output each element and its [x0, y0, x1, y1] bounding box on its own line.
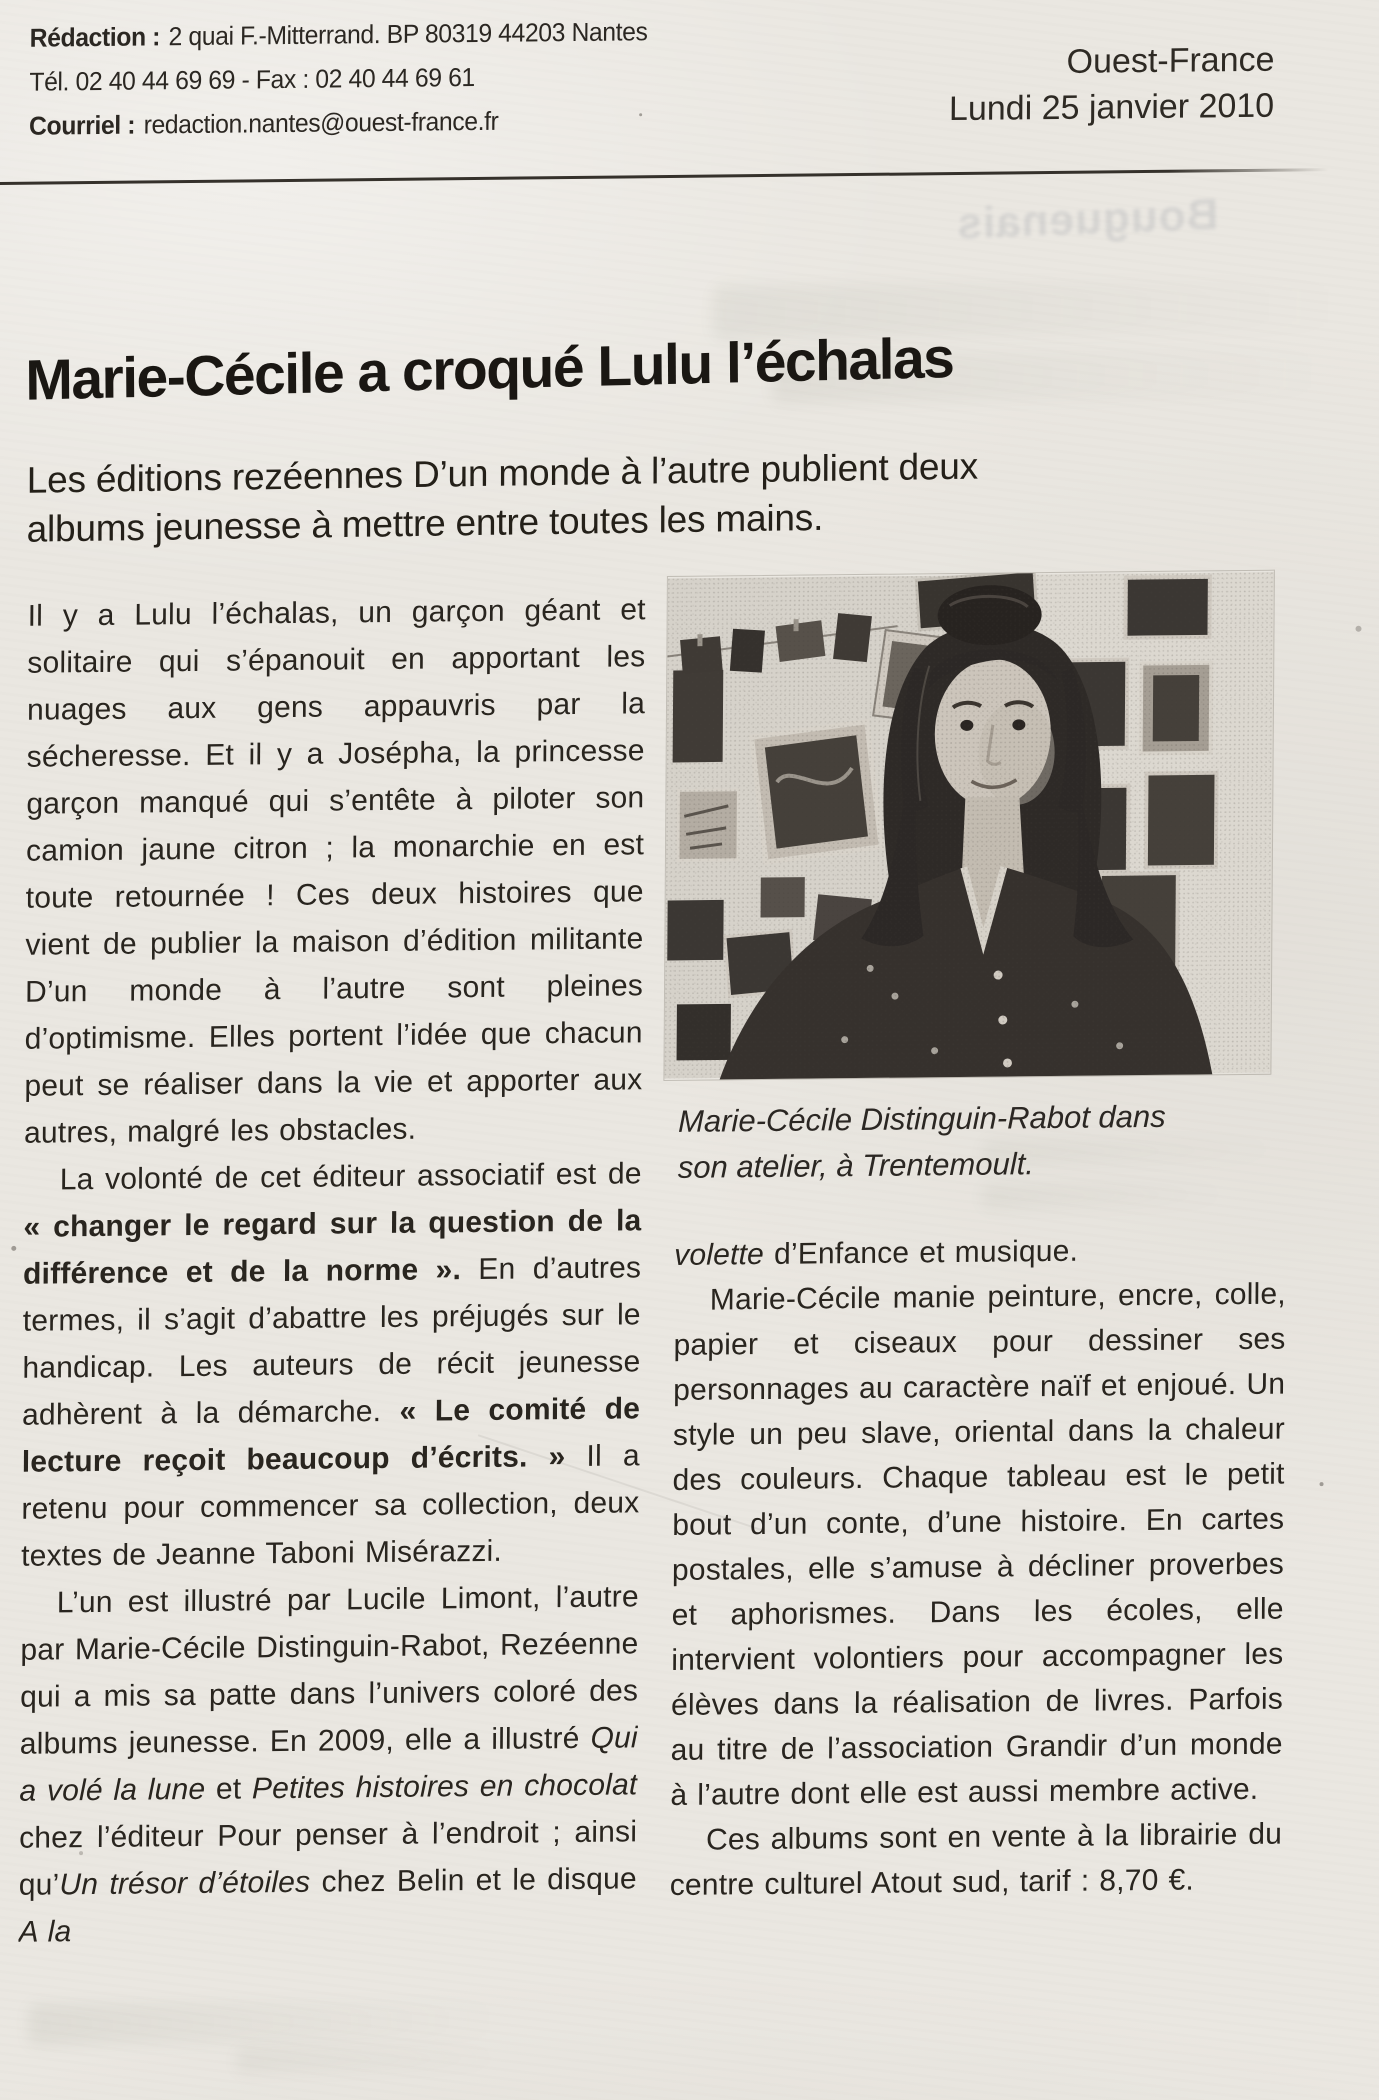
article-paragraph: La volonté de cet éditeur associatif est de « changer le regard sur la question de la différence et de la norme ». En d’autres termes, il s’agit d’abattre les préjugés sur le handicap. Les auteurs de récit jeunesse adhèrent à la démarche. « Le comité de lecture reçoit beaucoup d’écrits. » Il a retenu pour commencer sa collection, deux textes de Jeanne Taboni Misérazzi. [21, 1157, 642, 1573]
phone-fax-line: Tél. 02 40 44 69 69 - Fax : 02 40 44 69 61 [29, 62, 475, 97]
article-photo [664, 571, 1274, 1080]
scan-speck [639, 113, 642, 116]
redaction-label: Rédaction : [29, 21, 161, 53]
scan-speck [1320, 1482, 1324, 1486]
photo-caption: Marie-Cécile Distinguin-Rabot dans son atelier, à Trentemoult. [677, 1098, 1166, 1185]
article-paragraph: volette d’Enfance et musique. [674, 1234, 1079, 1272]
courriel-line [29, 97, 713, 148]
scan-speck [11, 1246, 16, 1251]
redaction-line [30, 9, 714, 60]
scan-speck [79, 1851, 83, 1855]
photo-halftone-overlay [664, 572, 1273, 1078]
article-paragraph: Marie-Cécile manie peinture, encre, colle, papier et ciseaux pour dessiner ses personnages au caractère naïf et enjoué. Un style un peu slave, oriental dans la chaleur des couleurs. Chaque tableau est le petit bout d’un conte, d’une histoire. En cartes postales, elle s’amuse à décliner proverbes et aphorismes. Dans les écoles, elle intervient volontiers pour accompagner les élèves dans la réalisation de livres. Parfois au titre de l’association Grandir d’un monde à l’autre dont elle est aussi membre active. [670, 1277, 1286, 1812]
article-paragraph: L’un est illustré par Lucile Limont, l’autre par Marie-Cécile Distinguin-Rabot, Rezéenne qui a mis sa patte dans l’univers coloré des albums jeunesse. En 2009, elle a illustré Qui a volé la lune et Petites histoires en chocolat chez l’éditeur Pour penser à l’endroit ; ainsi qu’Un trésor d’étoiles chez Belin et le disque A la [18, 1580, 639, 1949]
masthead-edition-block [829, 37, 1275, 134]
article-paragraph: Il y a Lulu l’échalas, un garçon géant et solitaire qui s’épanouit en apportant les nuages aux gens appauvris par la sécheresse. Et il y a Josépha, la princesse garçon manqué qui s’entête à piloter son camion jaune citron ; la monarchie en est toute retournée ! Ces deux histoires que vient de publier la maison d’édition militante D’un monde à l’autre sont pleines d’optimisme. Elles portent l’idée que chacun peut se réaliser dans la vie et apporter aux autres, malgré les obstacles. [23, 593, 646, 1150]
photo-illustration [664, 571, 1274, 1080]
redaction-address: 2 quai F.-Mitterrand. BP 80319 44203 Nantes [168, 16, 648, 52]
scan-speck [1355, 626, 1361, 632]
courriel-label: Courriel : [29, 109, 136, 141]
bleedthrough-text: Bouguenais [956, 189, 1219, 249]
article-column-left [18, 586, 646, 2075]
newspaper-name: Ouest-France [1066, 40, 1275, 81]
article-headline: Marie-Cécile a croqué Lulu l’échalas [25, 326, 954, 413]
article-standfirst: Les éditions rezéennes D’un monde à l’autre publient deux albums jeunesse à mettre entre toutes les mains. [26, 445, 979, 550]
edition-date: Lundi 25 janvier 2010 [948, 86, 1275, 129]
masthead-contact-block [29, 9, 714, 148]
article-column-right [668, 1227, 1286, 2091]
article-paragraph: Ces albums sont en vente à la librairie du centre culturel Atout sud, tarif : 8,70 €. [669, 1817, 1283, 1902]
masthead-divider [0, 168, 1329, 185]
courriel-address: redaction.nantes@ouest-france.fr [143, 105, 499, 140]
